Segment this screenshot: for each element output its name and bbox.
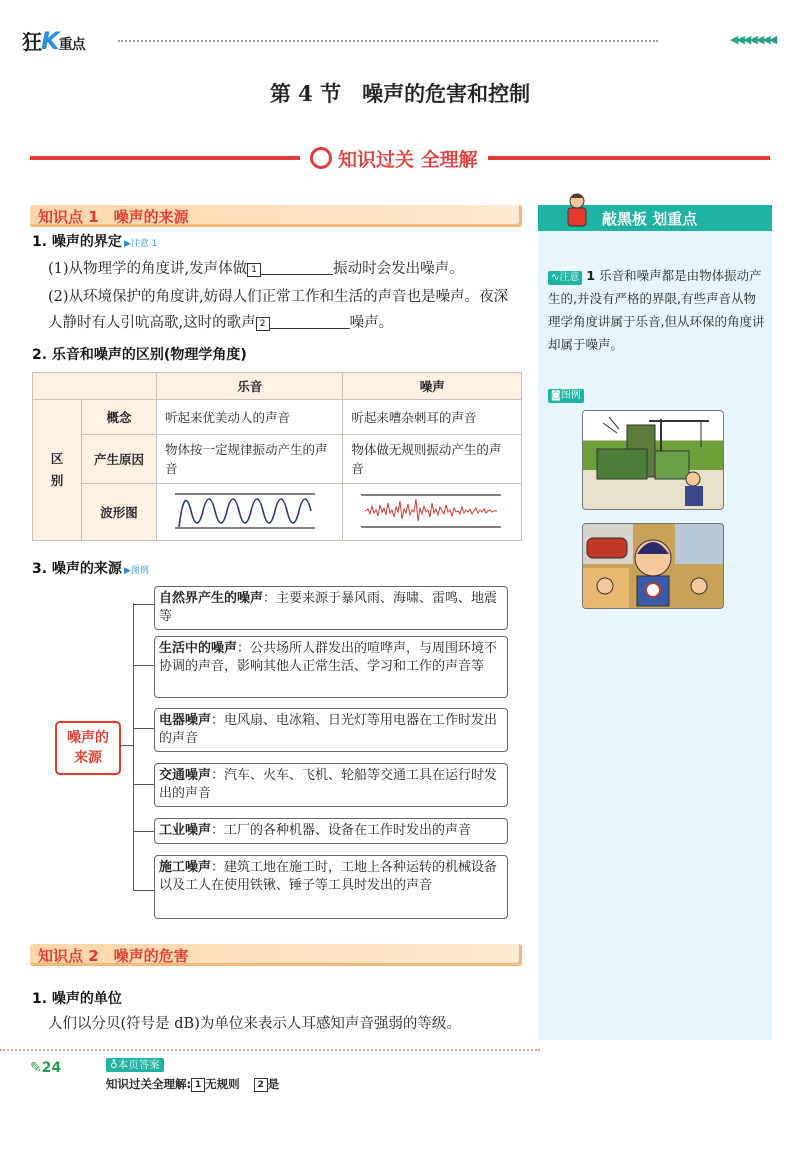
table-group-label: 区别 bbox=[33, 400, 82, 541]
header-dotted-rule bbox=[118, 40, 658, 42]
camera-icon: ◙ bbox=[551, 390, 561, 401]
mindmap-node-construction: 施工噪声：建筑工地在施工时，工地上各种运转的机械设备以及工人在使用铁锹、锤子等工具时发出的声音 bbox=[154, 855, 508, 919]
table-row-head: 产生原因 bbox=[82, 435, 157, 484]
note-link[interactable]: ▶注意 1 bbox=[123, 239, 158, 249]
mindmap-branch bbox=[133, 831, 154, 832]
sidebar-note bbox=[548, 264, 766, 356]
mindmap-branch bbox=[133, 890, 154, 891]
footer-dotted-rule bbox=[0, 1049, 540, 1051]
sidebar-header-label: 敲黑板 划重点 bbox=[602, 210, 698, 228]
music-noise-table bbox=[32, 372, 522, 541]
mindmap-node-industry: 工业噪声：工厂的各种机器、设备在工作时发出的声音 bbox=[154, 818, 508, 844]
music-waveform bbox=[157, 484, 343, 541]
knowledge-point-2-title: 知识点 2 噪声的危害 bbox=[38, 947, 189, 965]
knowledge-point-2-bar bbox=[30, 944, 522, 966]
construction-noise-illustration bbox=[582, 410, 724, 510]
mindmap-node-appliance: 电器噪声：电风扇、电冰箱、日光灯等用电器在工作时发出的声音 bbox=[154, 708, 508, 752]
figure-tag: ◙图例 bbox=[548, 389, 584, 403]
section-badge bbox=[300, 143, 488, 173]
lightbulb-icon: ♁ bbox=[110, 1059, 118, 1071]
note-text: 乐音和噪声都是由物体振动产生的,并没有严格的界限,有些声音从物理学角度讲属于乐音,但从环保的角度讲却属于噪声。 bbox=[548, 268, 765, 352]
table-row-head: 波形图 bbox=[82, 484, 157, 541]
pencil-icon: ✎ bbox=[30, 1060, 42, 1076]
mindmap-branch bbox=[133, 784, 154, 785]
subsection-difference-title: 2. 乐音和噪声的区别(物理学角度) bbox=[32, 347, 247, 363]
answer-key-box-1: 1 bbox=[191, 1078, 205, 1092]
knowledge-point-1-bar bbox=[30, 205, 522, 227]
subsection-sources-title: 3. 噪声的来源 ▶图例 bbox=[32, 561, 149, 577]
table-corner bbox=[33, 373, 157, 400]
brand-logo: 狂K重点 bbox=[22, 27, 85, 55]
knowledge-point-1-title: 知识点 1 噪声的来源 bbox=[38, 208, 189, 226]
unit-paragraph: 人们以分贝(符号是 dB)为单位来表示人耳感知声音强弱的等级。 bbox=[48, 1016, 461, 1032]
header-arrows-icon: ◀◀◀◀◀◀◀ bbox=[730, 33, 776, 46]
answer-box-1: 1 bbox=[247, 263, 261, 277]
mindmap-node-nature: 自然界产生的噪声：主要来源于暴风雨、海啸、雷鸣、地震等 bbox=[154, 586, 508, 630]
answer-blank-1[interactable] bbox=[261, 274, 333, 275]
table-cell: 听起来嘈杂刺耳的声音 bbox=[343, 400, 522, 435]
noise-wave-icon bbox=[351, 491, 511, 531]
mindmap-node-traffic: 交通噪声：汽车、火车、飞机、轮船等交通工具在运行时发出的声音 bbox=[154, 763, 508, 807]
spiral-icon bbox=[310, 147, 332, 169]
page-title: 第 4 节 噪声的危害和控制 bbox=[269, 81, 531, 106]
sidebar-header bbox=[538, 205, 772, 231]
mindmap-node-life: 生活中的噪声：公共场所人群发出的喧哗声，与周围环境不协调的声音，影响其他人正常生活、学习和工作的声音等 bbox=[154, 636, 508, 698]
mindmap-branch bbox=[133, 665, 154, 666]
sine-wave-icon bbox=[165, 491, 325, 531]
page-number: ✎24 bbox=[30, 1060, 62, 1076]
answer-tag: ♁本页答案 bbox=[106, 1058, 164, 1072]
answer-key-box-2: 2 bbox=[254, 1078, 268, 1092]
teacher-icon bbox=[562, 191, 592, 231]
table-cell: 物体做无规则振动产生的声音 bbox=[343, 435, 522, 484]
section-badge-label: 知识过关 全理解 bbox=[338, 148, 478, 171]
noise-harm-illustration bbox=[582, 523, 724, 609]
mindmap-branch bbox=[133, 604, 154, 605]
page-answers: 知识过关全理解: 1 无规则 2 是 bbox=[106, 1077, 280, 1091]
mindmap-root: 噪声的来源 bbox=[55, 721, 121, 775]
subsection-definition-title: 1. 噪声的界定 ▶注意 1 bbox=[32, 234, 158, 250]
definition-paragraph-1: (1)从物理学的角度讲,发声体做 1 振动时会发出噪声。 bbox=[48, 261, 464, 277]
answer-box-2: 2 bbox=[256, 317, 270, 331]
note-number: 1 bbox=[586, 268, 596, 283]
mindmap-trunk bbox=[133, 603, 134, 891]
table-cell: 物体按一定规律振动产生的声音 bbox=[157, 435, 343, 484]
table-header-noise: 噪声 bbox=[343, 373, 522, 400]
table-cell: 听起来优美动人的声音 bbox=[157, 400, 343, 435]
noise-waveform bbox=[343, 484, 522, 541]
table-header-music: 乐音 bbox=[157, 373, 343, 400]
table-row-head: 概念 bbox=[82, 400, 157, 435]
answer-blank-2[interactable] bbox=[270, 328, 350, 329]
mindmap-branch bbox=[133, 728, 154, 729]
pulse-icon: ∿ bbox=[551, 272, 560, 283]
note-tag: ∿注意 bbox=[548, 271, 582, 285]
figure-link[interactable]: ▶图例 bbox=[123, 566, 149, 576]
definition-paragraph-2: (2)从环境保护的角度讲,妨碍人们正常工作和生活的声音也是噪声。夜深人静时有人引吭高歌,这时的歌声 2 噪声。 bbox=[48, 289, 509, 331]
subsection-unit-title: 1. 噪声的单位 bbox=[32, 991, 122, 1007]
